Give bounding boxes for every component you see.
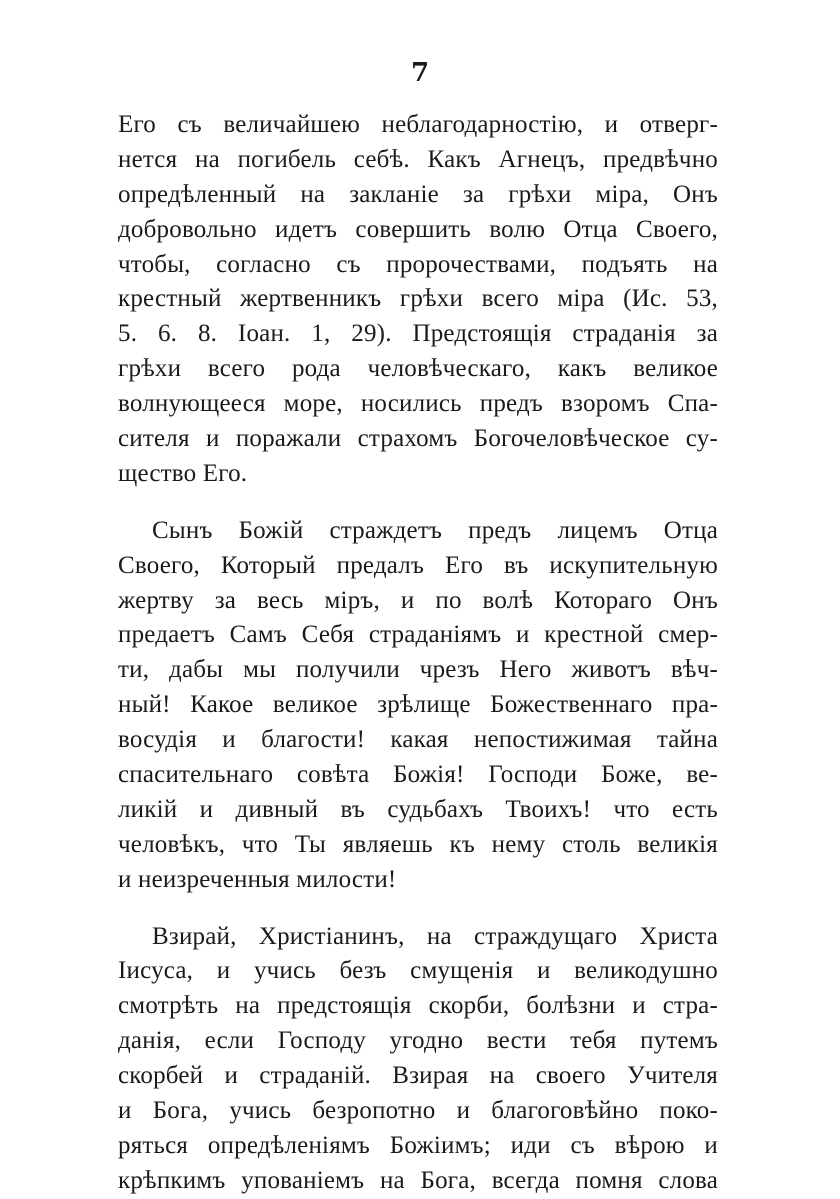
text-line: ликій и дивный въ судьбахъ Твоихъ! что есть	[118, 795, 718, 823]
text-line: ный! Какое великое зрѣлище Божественнаго пра-	[118, 691, 718, 719]
paragraph-3	[118, 920, 718, 1199]
paragraph-gap	[118, 898, 718, 920]
text-line: и Бога, учись безропотно и благоговѣйно поко-	[118, 1097, 718, 1125]
text-line: Іисуса, и учись безъ смущенія и великодушно	[118, 957, 718, 985]
text-line: данія, если Господу угодно вести тебя путемъ	[118, 1027, 718, 1055]
text-line: щество Его.	[118, 459, 248, 487]
text-line: добровольно идетъ совершить волю Отца Своего,	[118, 215, 718, 243]
text-line: опредѣленный на закланіе за грѣхи міра, Онъ	[118, 180, 718, 208]
text-line: чтобы, согласно съ пророчествами, подъять на	[118, 250, 718, 278]
text-line: смотрѣть на предстоящія скорби, болѣзни и стра-	[118, 992, 718, 1020]
paragraph-1	[118, 108, 718, 492]
text-line: Его съ величайшею неблагодарностію, и отверг-	[118, 111, 718, 138]
text-line: восудія и благости! какая непостижимая тайна	[118, 726, 718, 754]
text-line: сителя и поражали страхомъ Богочеловѣческое су-	[118, 425, 718, 453]
text-line: жертву за весь міръ, и по волѣ Котораго Онъ	[118, 586, 718, 614]
paragraph-gap	[118, 492, 718, 514]
text-line: крѣпкимъ упованіемъ на Бога, всегда помня слова	[118, 1166, 718, 1194]
text-line: Сынъ Божій страждетъ предъ лицемъ Отца	[152, 516, 718, 544]
page-number: 7	[410, 58, 430, 88]
body-text	[118, 108, 718, 1199]
text-line: спасительнаго совѣта Божія! Господи Боже, ве-	[118, 761, 718, 789]
text-line: ти, дабы мы получили чрезъ Него животъ вѣч-	[118, 656, 718, 684]
text-line: крестный жертвенникъ грѣхи всего міра (Ис. 53,	[118, 285, 718, 313]
text-line: человѣкъ, что Ты являешь къ нему столь великія	[118, 830, 718, 858]
text-line: грѣхи всего рода человѣческаго, какъ великое	[118, 355, 718, 383]
text-line: нется на погибель себѣ. Какъ Агнецъ, предвѣчно	[118, 145, 718, 173]
text-line: предаетъ Самъ Себя страданіямъ и крестной смер-	[118, 621, 718, 649]
text-line: 5. 6. 8. Іоан. 1, 29). Предстоящія страданія за	[118, 320, 718, 348]
text-line: волнующееся море, носились предъ взоромъ Спа-	[118, 390, 718, 418]
text-line: скорбей и страданій. Взирая на своего Учителя	[118, 1062, 718, 1090]
text-line: Своего, Который предалъ Его въ искупительную	[118, 551, 718, 579]
text-line: Взирай, Христіанинъ, на страждущаго Христа	[152, 922, 718, 950]
text-line: и неизреченныя милости!	[118, 865, 397, 893]
text-line: ряться опредѣленіямъ Божіимъ; иди съ вѣрою и	[118, 1131, 718, 1159]
paragraph-2	[118, 514, 718, 898]
